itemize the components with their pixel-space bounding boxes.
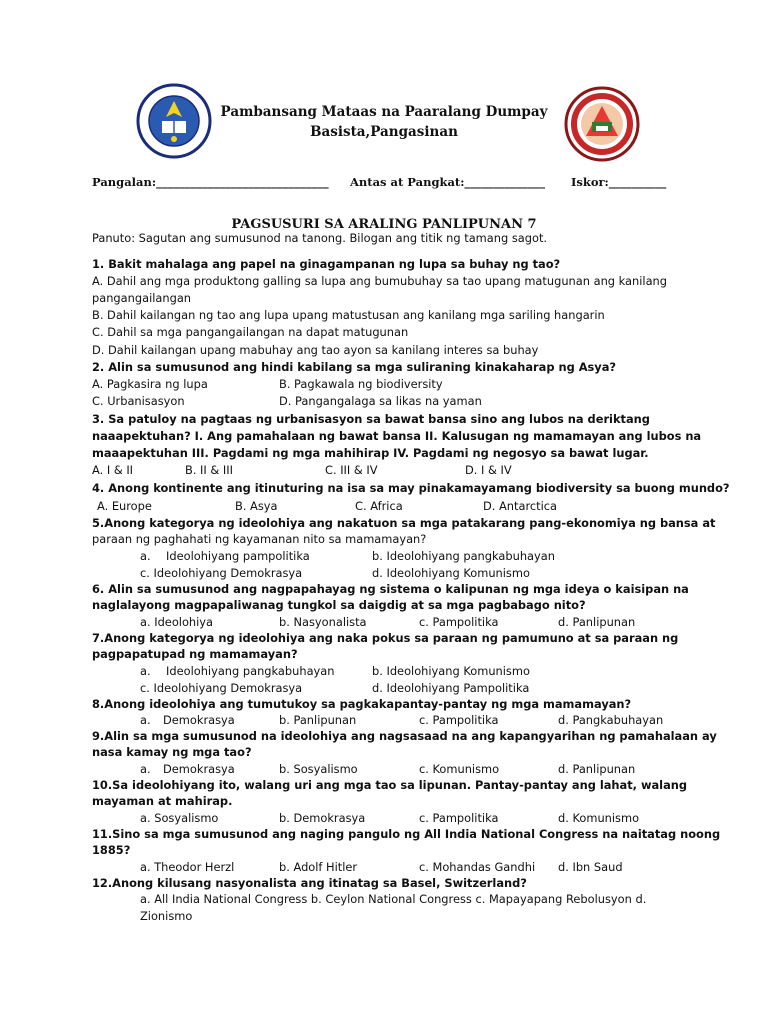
question-11-cont: 1885? xyxy=(92,843,131,857)
question-6-cont: naglalayong magpapaliwanag tungkol sa daigdig at sa mga pagbabago nito? xyxy=(92,598,586,612)
q4-option-b: B. Asya xyxy=(235,499,278,513)
q9-option-a: Demokrasya xyxy=(163,762,235,776)
q6-option-c: c. Pampolitika xyxy=(419,615,499,629)
q2-option-c: C. Urbanisasyon xyxy=(92,394,185,408)
grade-section-field: Antas at Pangkat:______________ xyxy=(350,175,545,189)
q8-option-b: b. Panlipunan xyxy=(279,713,357,727)
question-9: 9.Alin sa mga sumusunod na ideolohiya ang nagsasaad na ang kapangyarihan ng pamahalaan ay xyxy=(92,729,717,743)
q1-option-d: D. Dahil kailangan upang mabuhay ang tao ayon sa kanilang interes sa buhay xyxy=(92,343,539,357)
question-11: 11.Sino sa mga sumusunod ang naging pangulo ng All India National Congress na naitatag noong xyxy=(92,827,721,841)
q11-option-a: a. Theodor Herzl xyxy=(140,860,235,874)
question-10: 10.Sa ideolohiyang ito, walang uri ang mga tao sa lipunan. Pantay-pantay ang lahat, walang xyxy=(92,778,688,792)
question-1: 1. Bakit mahalaga ang papel na ginagampanan ng lupa sa buhay ng tao? xyxy=(92,257,561,271)
q5-option-b: b. Ideolohiyang pangkabuhayan xyxy=(372,549,555,563)
question-6: 6. Alin sa sumusunod ang nagpapahayag ng sistema o kalipunan ng mga ideya o kaisipan na xyxy=(92,582,689,596)
school-address: Basista,Pangasinan xyxy=(310,124,458,140)
q8-option-d: d. Pangkabuhayan xyxy=(558,713,664,727)
question-9-cont: nasa kamay ng mga tao? xyxy=(92,745,252,759)
name-field: Pangalan:______________________________ xyxy=(92,175,329,189)
q8-option-c: c. Pampolitika xyxy=(419,713,499,727)
q11-option-d: d. Ibn Saud xyxy=(558,860,623,874)
question-8: 8.Anong ideolohiya ang tumutukoy sa pagkakapantay-pantay ng mga mamamayan? xyxy=(92,697,632,711)
instructions: Panuto: Sagutan ang sumusunod na tanong. Bilogan ang titik ng tamang sagot. xyxy=(92,231,548,245)
question-5-cont: paraan ng paghahati ng kayamanan nito sa mamamayan? xyxy=(92,532,427,546)
school-name: Pambansang Mataas na Paaralang Dumpay xyxy=(220,104,548,120)
question-5: 5.Anong kategorya ng ideolohiya ang nakatuon sa mga patakarang pang-ekonomiya ng bansa at xyxy=(92,516,716,530)
q9-option-d: d. Panlipunan xyxy=(558,762,636,776)
question-12: 12.Anong kilusang nasyonalista ang itinatag sa Basel, Switzerland? xyxy=(92,876,527,890)
q10-option-a: a. Sosyalismo xyxy=(140,811,219,825)
q4-option-a: A. Europe xyxy=(97,499,152,513)
question-3-cont-1: naaapektuhan? I. Ang pamahalaan ng bawat bansa II. Kalusugan ng mamamayan ang lubos na xyxy=(92,429,702,443)
q5-option-a: Ideolohiyang pampolitika xyxy=(166,549,310,563)
q7-option-a-letter: a. xyxy=(140,664,151,678)
question-3: 3. Sa patuloy na pagtaas ng urbanisasyon sa bawat bansa sino ang lubos na deriktang xyxy=(92,412,650,426)
question-7-cont: pagpapatupad ng mamamayan? xyxy=(92,647,298,661)
q9-option-c: c. Komunismo xyxy=(419,762,500,776)
score-field: Iskor:__________ xyxy=(571,175,667,189)
q11-option-c: c. Mohandas Gandhi xyxy=(419,860,536,874)
q4-option-d: D. Antarctica xyxy=(483,499,558,513)
q6-option-a: a. Ideolohiya xyxy=(140,615,214,629)
q1-option-a-cont: pangangailangan xyxy=(92,291,192,305)
q10-option-d: d. Komunismo xyxy=(558,811,640,825)
question-3-cont-2: maaapektuhan III. Pagdami ng mga mahihirap IV. Pagdami ng negosyo sa bawat lugar. xyxy=(92,446,649,460)
q9-option-b: b. Sosyalismo xyxy=(279,762,358,776)
q2-option-a: A. Pagkasira ng lupa xyxy=(92,377,208,391)
q5-option-a-letter: a. xyxy=(140,549,151,563)
q2-option-d: D. Pangangalaga sa likas na yaman xyxy=(279,394,482,408)
q10-option-b: b. Demokrasya xyxy=(279,811,366,825)
q7-option-d: d. Ideolohiyang Pampolitika xyxy=(372,681,530,695)
q1-option-a: A. Dahil ang mga produktong galling sa lupa ang bumubuhay sa tao upang matugunan ang kanilang xyxy=(92,274,667,288)
q11-option-b: b. Adolf Hitler xyxy=(279,860,358,874)
q3-option-d: D. I & IV xyxy=(465,463,512,477)
q1-option-c: C. Dahil sa mga pangangailangan na dapat matugunan xyxy=(92,325,409,339)
q5-option-c: c. Ideolohiyang Demokrasya xyxy=(140,566,303,580)
exam-title: PAGSUSURI SA ARALING PANLIPUNAN 7 xyxy=(231,217,537,232)
q10-option-c: c. Pampolitika xyxy=(419,811,499,825)
q7-option-b: b. Ideolohiyang Komunismo xyxy=(372,664,530,678)
q3-option-c: C. III & IV xyxy=(325,463,378,477)
q12-options-cont: Zionismo xyxy=(140,909,193,923)
q9-option-a-letter: a. xyxy=(140,762,151,776)
question-4: 4. Anong kontinente ang itinuturing na isa sa may pinakamayamang biodiversity sa buong mundo? xyxy=(92,481,730,495)
q6-option-d: d. Panlipunan xyxy=(558,615,636,629)
deped-seal-logo xyxy=(136,83,212,159)
q1-option-b: B. Dahil kailangan ng tao ang lupa upang matustusan ang kanilang mga sariling hangarin xyxy=(92,308,605,322)
q8-option-a: Demokrasya xyxy=(163,713,235,727)
question-7: 7.Anong kategorya ng ideolohiya ang naka pokus sa paraan ng pamumuno at sa paraan ng xyxy=(92,631,679,645)
question-10-cont: mayaman at mahirap. xyxy=(92,794,233,808)
q3-option-b: B. II & III xyxy=(185,463,233,477)
q7-option-a: Ideolohiyang pangkabuhayan xyxy=(166,664,335,678)
question-2: 2. Alin sa sumusunod ang hindi kabilang sa mga suliraning kinakaharap ng Asya? xyxy=(92,360,617,374)
q8-option-a-letter: a. xyxy=(140,713,151,727)
q6-option-b: b. Nasyonalista xyxy=(279,615,367,629)
q3-option-a: A. I & II xyxy=(92,463,134,477)
q7-option-c: c. Ideolohiyang Demokrasya xyxy=(140,681,303,695)
q4-option-c: C. Africa xyxy=(355,499,403,513)
q2-option-b: B. Pagkawala ng biodiversity xyxy=(279,377,443,391)
q5-option-d: d. Ideolohiyang Komunismo xyxy=(372,566,530,580)
q12-options: a. All India National Congress b. Ceylon National Congress c. Mapayapang Rebolusyon d. xyxy=(140,892,647,906)
